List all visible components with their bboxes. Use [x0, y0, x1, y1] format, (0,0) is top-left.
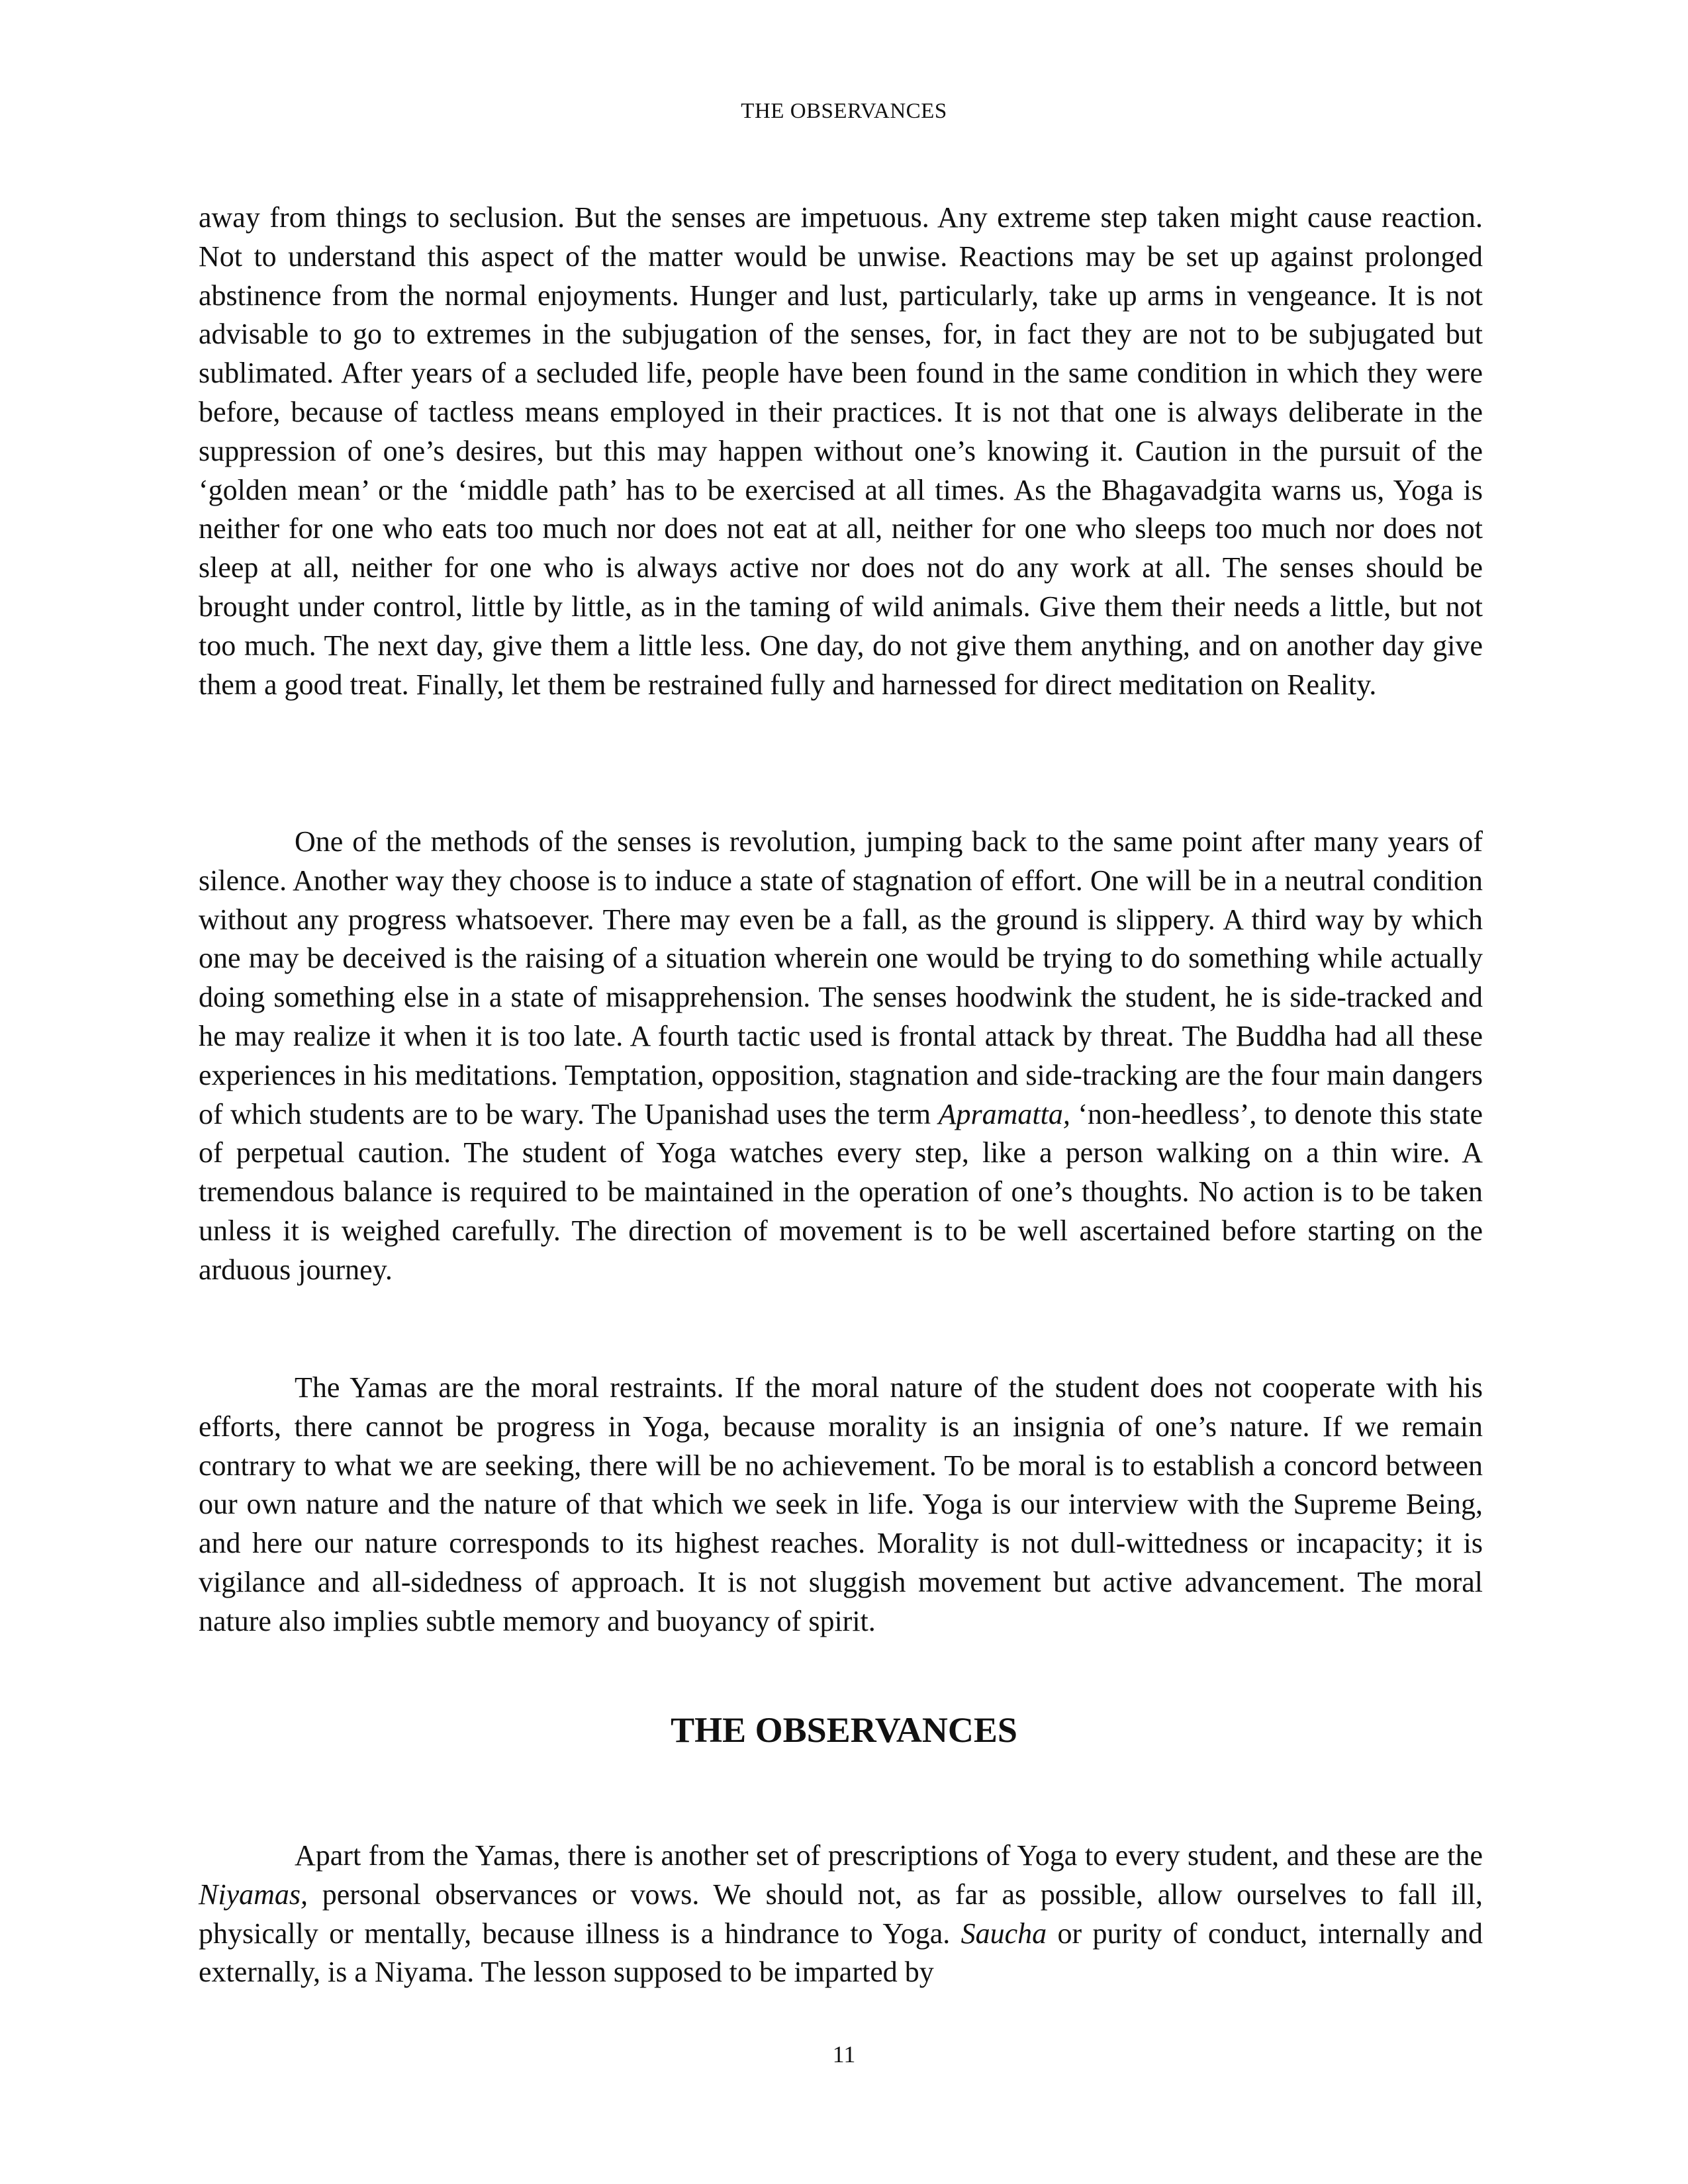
paragraph-text: One of the methods of the senses is revolution, jumping back to the same point after many years of silence. Another way they choose is to induce a state of stagnation of effort. One will be in a neutral condition without any progress whatsoever. There may even be a fall, as the ground is slippery. A third way by which one may be deceived is the raising of a situation wherein one would be trying to do something while actually doing something else in a state of misapprehension. The senses hoodwink the student, he is side-tracked and he may realize it when it is too late. A fourth tactic used is frontal attack by threat. The Buddha had all these experiences in his meditations. Temptation, opposition, stagnation and side-tracking are the four main dangers of which students are to be wary. The Upanishad uses the term	[199, 825, 1483, 1130]
paragraph-text: ‘non-heedless’, to denote this state of perpetual caution. The student of Yoga watches every step, like a person walking on a thin wire. A tremendous balance is required to be maintained in the operation of one’s thoughts. No action is to be taken unless it is weighed carefully. The direction of movement is to be well ascertained before starting on the arduous journey.	[199, 1097, 1483, 1286]
section-heading: THE OBSERVANCES	[671, 1710, 1017, 1750]
paragraph-text: personal observances or vows. We should not, as far as possible, allow ourselves to fall ill, physically or mentally, because illness is a hindrance to Yoga.	[199, 1878, 1483, 1950]
paragraph-yamas: The Yamas are the moral restraints. If the moral nature of the student does not cooperate with his efforts, there cannot be progress in Yoga, because morality is an insignia of one’s nature. If we remain contrary to what we are seeking, there will be no achievement. To be moral is to establish a concord between our own nature and the nature of that which we seek in life. Yoga is our interview with the Supreme Being, and here our nature corresponds to its highest reaches. Morality is not dull-wittedness or incapacity; it is vigilance and all-sidedness of approach. It is not sluggish movement but active advancement. The moral nature also implies subtle memory and buoyancy of spirit.	[199, 1371, 1483, 1637]
sanskrit-term-apramatta: Apramatta,	[938, 1097, 1070, 1130]
sanskrit-term-saucha: Saucha	[961, 1917, 1047, 1950]
sanskrit-term-niyamas: Niyamas,	[199, 1878, 308, 1911]
paragraph-text: Apart from the Yamas, there is another set of prescriptions of Yoga to every student, and these are the	[295, 1839, 1483, 1872]
paragraph-niyamas	[199, 1837, 1483, 1992]
page-number: 11	[832, 2041, 856, 2068]
running-header: THE OBSERVANCES	[741, 99, 947, 123]
paragraph-methods-of-senses	[199, 823, 1483, 1290]
paragraph-senses-impetuous: away from things to seclusion. But the senses are impetuous. Any extreme step taken might cause reaction. Not to understand this aspect of the matter would be unwise. Reactions may be set up against prolonged abstinence from the normal enjoyments. Hunger and lust, particularly, take up arms in vengeance. It is not advisable to go to extremes in the subjugation of the senses, for, in fact they are not to be subjugated but sublimated. After years of a secluded life, people have been found in the same condition in which they were before, because of tactless means employed in their practices. It is not that one is always deliberate in the suppression of one’s desires, but this may happen without one’s knowing it. Caution in the pursuit of the ‘golden mean’ or the ‘middle path’ has to be exercised at all times. As the Bhagavadgita warns us, Yoga is neither for one who eats too much nor does not eat at all, neither for one who sleeps too much nor does not sleep at all, neither for one who is always active nor does not do any work at all. The senses should be brought under control, little by little, as in the taming of wild animals. Give them their needs a little, but not too much. The next day, give them a little less. One day, do not give them anything, and on another day give them a good treat. Finally, let them be restrained fully and harnessed for direct meditation on Reality.	[199, 201, 1483, 701]
paragraph-text: or purity of conduct, internally and externally, is a Niyama. The lesson supposed to be imparted by	[199, 1917, 1483, 1989]
